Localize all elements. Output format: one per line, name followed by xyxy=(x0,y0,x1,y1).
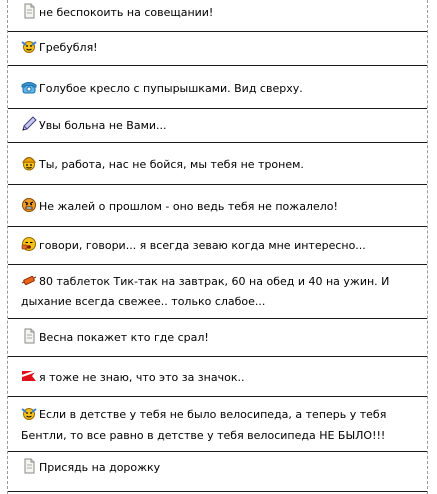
status-row[interactable] xyxy=(8,109,427,143)
telephone-icon xyxy=(21,79,37,95)
status-text: говори, говори... я всегда зеваю когда мне интересно... xyxy=(39,239,366,252)
status-text: Увы больна не Вами... xyxy=(39,119,167,132)
status-text: не беспокоить на совещании! xyxy=(39,6,214,19)
document-icon xyxy=(21,3,37,19)
status-text: Весна покажет кто где срал! xyxy=(39,331,209,344)
yawn-smiley-icon xyxy=(21,236,37,252)
document-icon xyxy=(21,328,37,344)
candy-icon xyxy=(21,272,37,288)
status-text: Не жалей о прошлом - оно ведь тебя не пожалело! xyxy=(39,200,338,213)
status-row[interactable] xyxy=(8,452,427,492)
status-row[interactable] xyxy=(8,66,427,109)
status-text: я тоже не знаю, что это за значок.. xyxy=(39,371,245,384)
shrug-smiley-icon xyxy=(21,405,37,421)
status-row[interactable] xyxy=(8,32,427,66)
status-row[interactable] xyxy=(8,0,427,32)
status-text: Если в детстве у тебя не было велосипеда, а теперь у тебя Бентли, то все равно в детстве у тебя велосипеда НЕ БЫЛО!!! xyxy=(21,408,387,442)
status-text: 80 таблеток Тик-так на завтрак, 60 на обед и 40 на ужин. И дыхание всегда свежее.. только слабое... xyxy=(21,275,390,308)
flag-icon xyxy=(21,368,37,384)
status-row[interactable] xyxy=(8,227,427,265)
hardhat-smiley-icon xyxy=(21,155,37,171)
status-text: Гребубля! xyxy=(39,41,98,54)
status-text: Голубое кресло с пупырышками. Вид сверху. xyxy=(39,82,303,95)
status-row[interactable] xyxy=(8,185,427,227)
status-row[interactable] xyxy=(8,357,427,397)
status-row[interactable] xyxy=(8,265,427,319)
status-row[interactable] xyxy=(8,143,427,185)
status-text: Ты, работа, нас не бойся, мы тебя не тронем. xyxy=(39,158,304,171)
shrug-smiley-icon xyxy=(21,38,37,54)
status-row[interactable] xyxy=(8,397,427,452)
document-icon xyxy=(21,458,37,474)
status-text: Присядь на дорожку xyxy=(39,461,161,474)
pen-icon xyxy=(21,116,37,132)
status-row[interactable] xyxy=(8,319,427,357)
angry-smiley-icon xyxy=(21,197,37,213)
